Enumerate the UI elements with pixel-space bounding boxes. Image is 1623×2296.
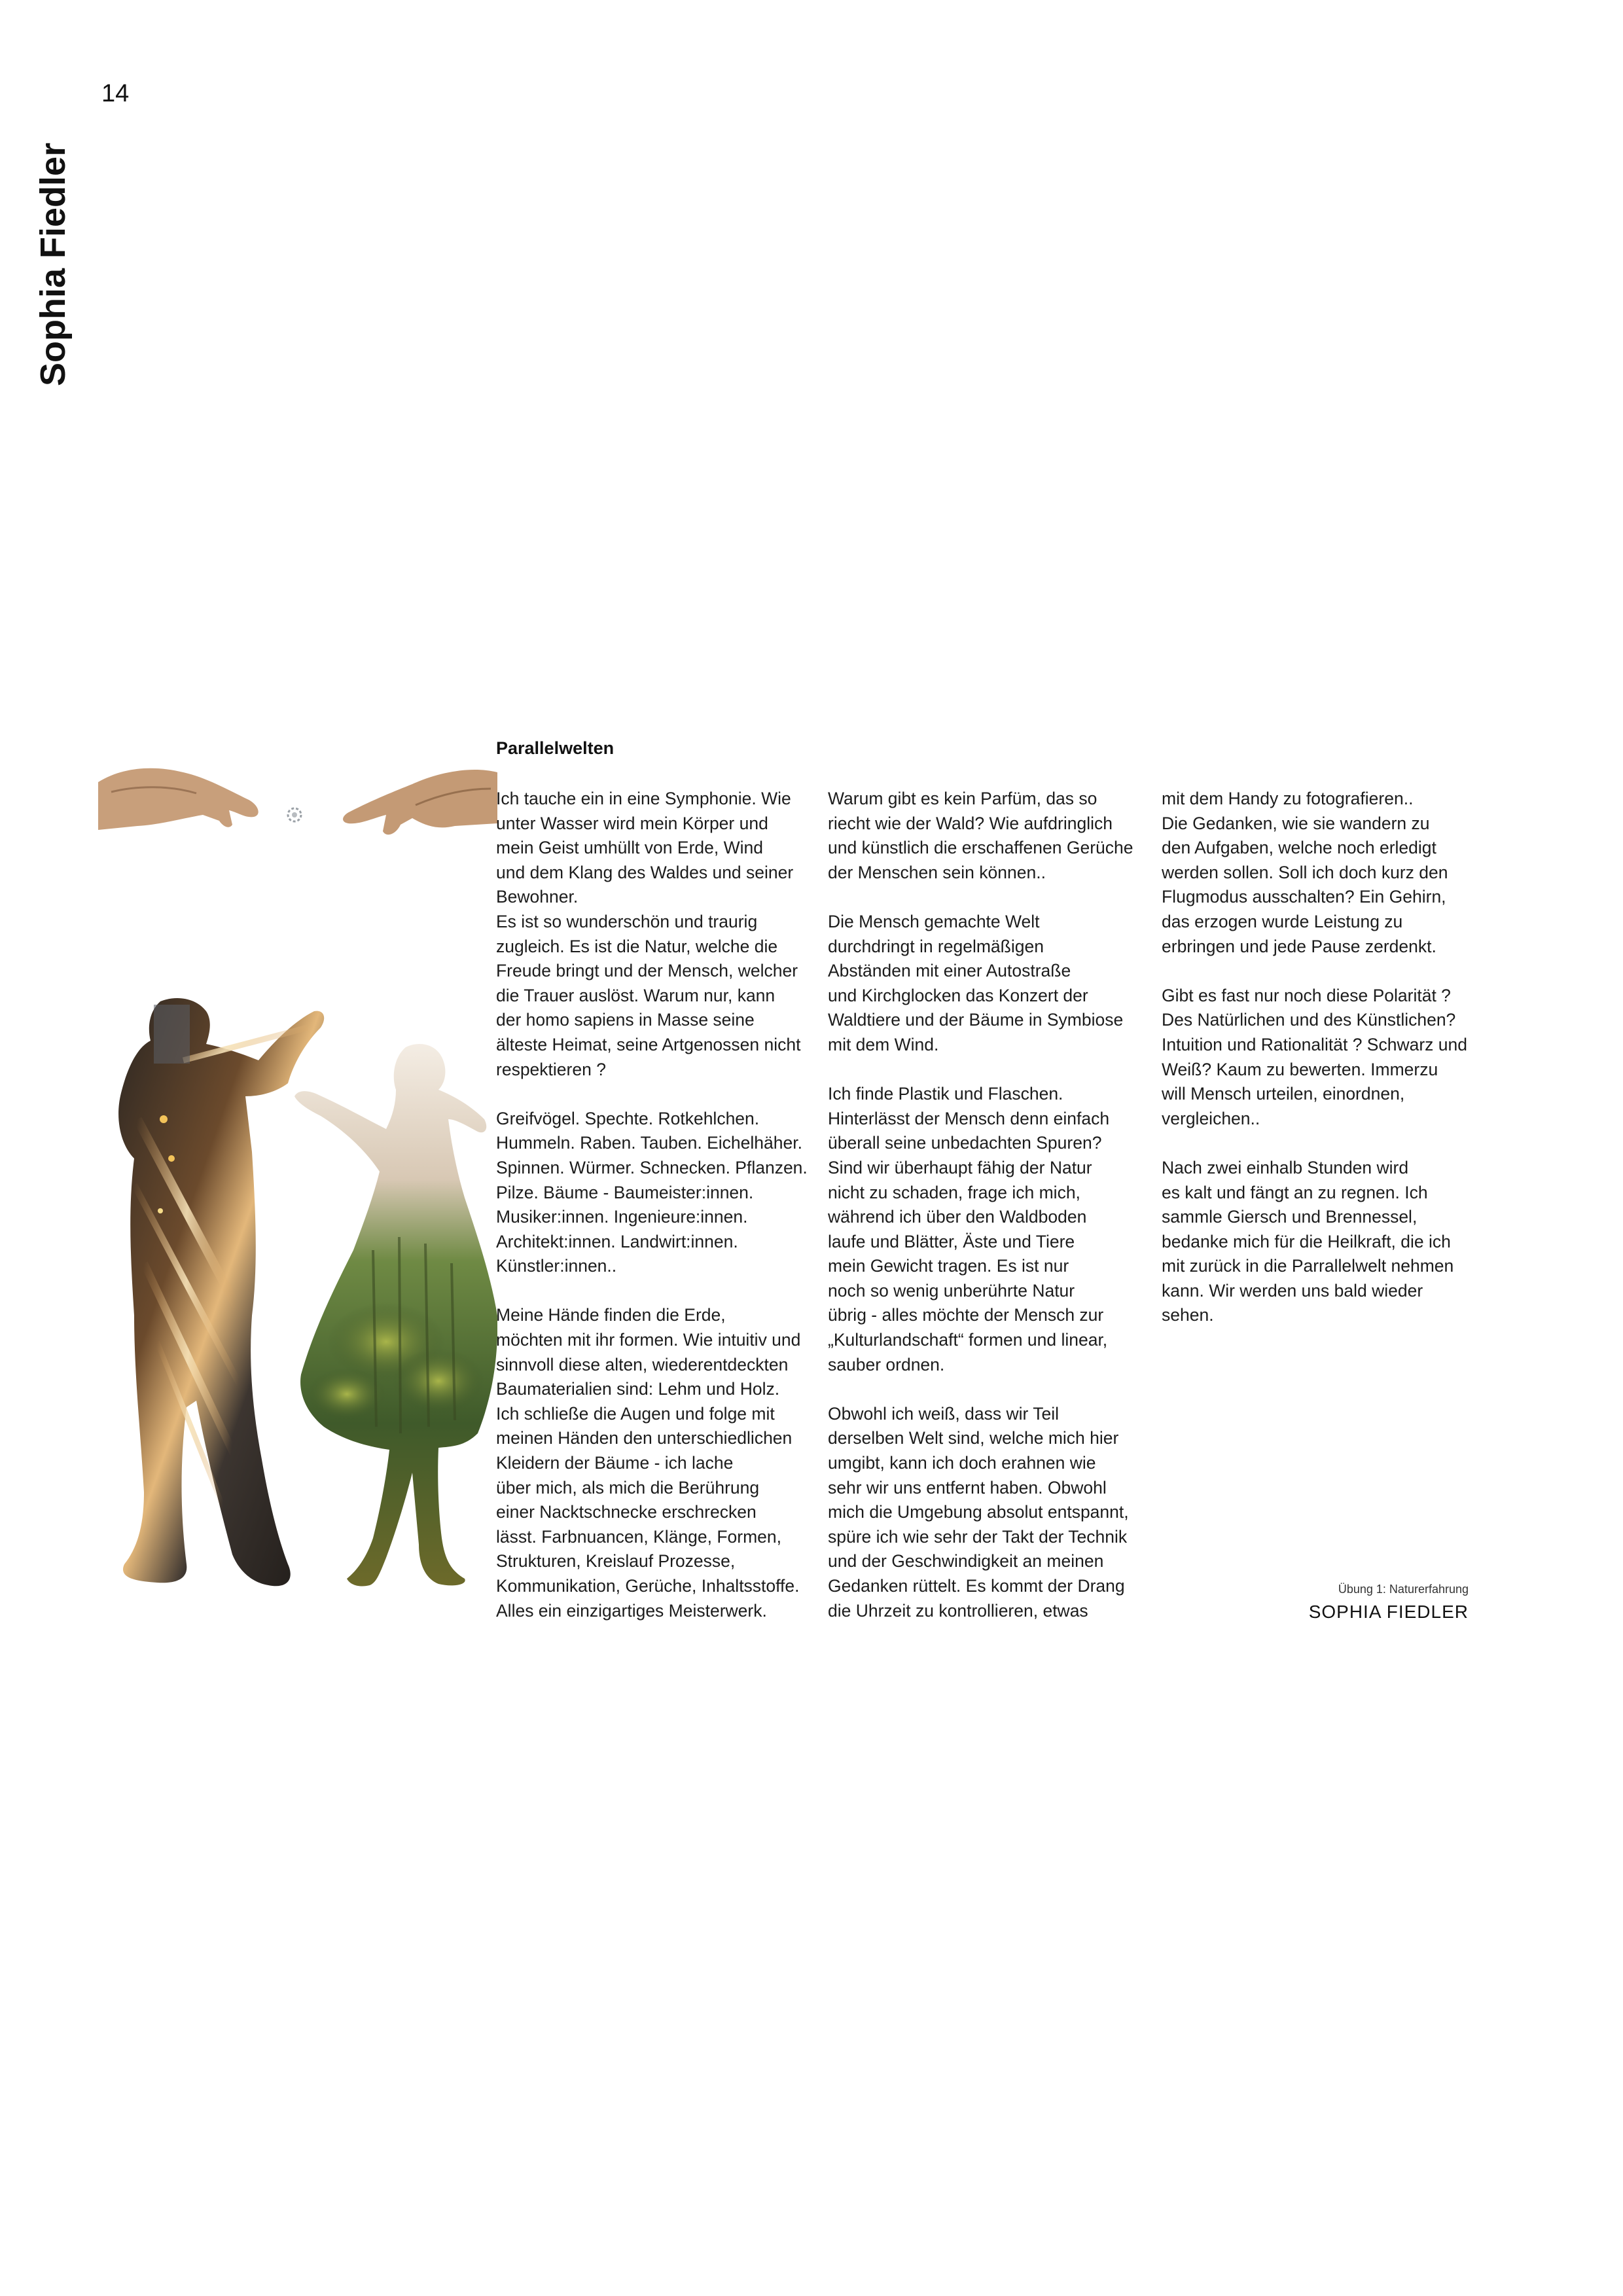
footer-credit [1309, 1583, 1469, 1623]
exercise-label: Übung 1: Naturerfahrung [1338, 1583, 1469, 1596]
paragraph: Meine Hände finden die Erde, möchten mit ihr formen. Wie intuitiv und sinnvoll diese alten, wiederentdeckten Baumaterialien sind: Lehm und Holz. Ich schließe die Augen und folge mit meinen Händen den unterschiedlichen Kleidern der Bäume - ich lache über mich, als mich die Berührung einer Nacktschnecke erschrecken lässt. Farbnuancen, Klänge, Formen, Strukturen, Kreislauf Prozesse, Kommunikation, Gerüche, Inhaltsstoffe. Alles ein einzigartiges Meisterwerk. [496, 1305, 801, 1621]
man-silhouette-image [118, 998, 324, 1586]
paragraph: Nach zwei einhalb Stunden wird es kalt und fängt an zu regnen. Ich sammle Giersch und Brennessel, bedanke mich für die Heilkraft, die ich mit zurück in die Parrallelwelt nehmen kann. Wir werden uns bald wieder sehen. [1162, 1157, 1454, 1325]
article-title: Parallelwelten [496, 738, 615, 758]
side-author-name: Sophia Fiedler [33, 142, 73, 386]
paragraph: Gibt es fast nur noch diese Polarität ? Des Natürlichen und des Künstlichen? Intuition und Rationalität ? Schwarz und Weiß? Kaum zu bewerten. Immerzu will Mensch urteilen, einordnen, vergleichen.. [1162, 985, 1467, 1128]
paragraph: Greifvögel. Spechte. Rotkehlchen. Hummeln. Raben. Tauben. Eichelhäher. Spinnen. Würmer. Schnecken. Pflanzen. Pilze. Bäume - Baumeister:innen. Musiker:innen. Ingenieure:innen. Architekt:innen. Landwirt:innen. Künstler:innen.. [496, 1108, 808, 1276]
paragraph: Ich finde Plastik und Flaschen. Hinterlässt der Mensch denn einfach überall seine unbedachten Spuren? Sind wir überhaupt fähig der Natur nicht zu schaden, frage ich mich, während ich über den Waldboden laufe und Blätter, Äste und Tiere mein Gewicht tragen. Es ist nur noch so wenig unberührte Natur übrig - alles möchte der Mensch zur „Kulturlandschaft“ formen und linear, sauber ordnen. [828, 1084, 1110, 1374]
paragraph: Die Mensch gemachte Welt durchdringt in regelmäßigen Abständen mit einer Autostraße und Kirchglocken das Konzert der Waldtiere und der Bäume in Symbiose mit dem Wind. [828, 911, 1124, 1054]
paragraph: Obwohl ich weiß, dass wir Teil derselben Welt sind, welche mich hier umgibt, kann ich doch erahnen wie sehr wir uns entfernt haben. Obwohl mich die Umgebung absolut entspannt, spüre ich wie sehr der Takt der Technik und der Geschwindigkeit an meinen Gedanken rüttelt. Es kommt der Drang die Uhrzeit zu kontrollieren, etwas [828, 1403, 1129, 1621]
page-number: 14 [101, 80, 130, 107]
article-column-3 [1162, 787, 1476, 1353]
article-column-1 [496, 787, 810, 1648]
author-name: SOPHIA FIEDLER [1308, 1602, 1469, 1622]
sparkle-icon [288, 808, 301, 821]
paragraph: Warum gibt es kein Parfüm, das so riecht wie der Wald? Wie aufdringlich und künstlich die erschaffenen Gerüche der Menschen sein können.. [828, 789, 1133, 882]
reaching-hands-image [98, 768, 497, 834]
collage-illustration [98, 753, 497, 1643]
article-column-2 [828, 787, 1142, 1648]
paragraph: Ich tauche ein in eine Symphonie. Wie unter Wasser wird mein Körper und mein Geist umhüllt von Erde, Wind und dem Klang des Waldes und seiner Bewohner. Es ist so wunderschön und traurig zugleich. Es ist die Natur, welche die Freude bringt und der Mensch, welcher die Trauer auslöst. Warum nur, kann der homo sapiens in Masse seine älteste Heimat, seine Artgenossen nicht respektieren ? [496, 789, 801, 1079]
woman-silhouette-image [294, 1044, 497, 1587]
paragraph: mit dem Handy zu fotografieren.. Die Gedanken, wie sie wandern zu den Aufgaben, welche noch erledigt werden sollen. Soll ich doch kurz den Flugmodus ausschalten? Ein Gehirn, das erzogen wurde Leistung zu erbringen und jede Pause zerdenkt. [1162, 789, 1448, 956]
